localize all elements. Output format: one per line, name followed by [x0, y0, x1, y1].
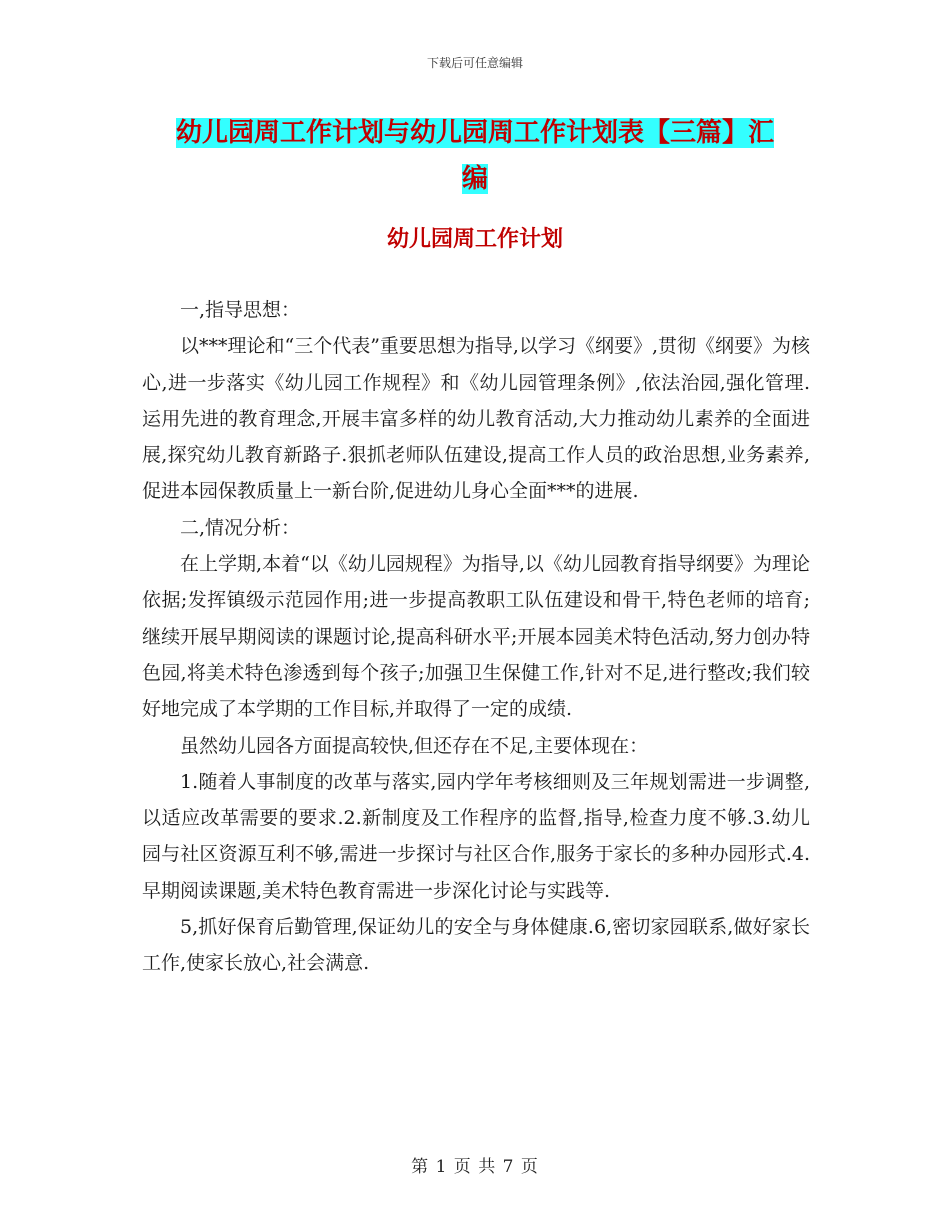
title-line-2: 编 — [461, 164, 488, 194]
title-line-1: 幼儿园周工作计划与幼儿园周工作计划表【三篇】汇 — [175, 118, 774, 148]
paragraph-guiding-text: 以***理论和“三个代表”重要思想为指导,以学习《纲要》,贯彻《纲要》为核心,进一步落实《幼儿园工作规程》和《幼儿园管理条例》,依法治园,强化管理.运用先进的教育理念,开展丰富多样的幼儿教育活动,大力推动幼儿素养的全面进展,探究幼儿教育新路子.狠抓老师队伍建设,提高工作人员的政治思想,业务素养,促进本园保教质量上一新台阶,促进幼儿身心全面***的进展. — [142, 335, 811, 503]
paragraph-analysis-text: 在上学期,本着“以《幼儿园规程》为指导,以《幼儿园教育指导纲要》为理论依据;发挥镇级示范园作用;进一步提高教职工队伍建设和骨干,特色老师的培育;继续开展早期阅读的课题讨论,提高科研水平;开展本园美术特色活动,努力创办特色园,将美术特色渗透到每个孩子;加强卫生保健工作,针对不足,进行整改;我们较好地完成了本学期的工作目标,并取得了一定的成绩. — [142, 553, 810, 721]
header-note: 下载后可任意编辑 — [426, 56, 523, 70]
page-footer: 第 1 页 共 7 页 — [411, 1157, 539, 1177]
paragraph-tasks: 5,抓好保育后勤管理,保证幼儿的安全与身体健康.6,密切家园联系,做好家长工作,使家长放心,社会满意. — [142, 916, 810, 975]
document-title — [140, 110, 810, 202]
paragraph-analysis-heading: 二,情况分析： — [180, 516, 301, 539]
paragraph-shortcomings-list: 1.随着人事制度的改革与落实,园内学年考核细则及三年规划需进一步调整,以适应改革需要的要求.2.新制度及工作程序的监督,指导,检查力度不够.3.幼儿园与社区资源互利不够,需进一步探讨与社区合作,服务于家长的多种办园形式.4.早期阅读课题,美术特色教育需进一步深化讨论与实践等. — [142, 770, 810, 902]
paragraph-guiding-heading: 一,指导思想： — [180, 299, 301, 321]
document-body — [142, 292, 810, 982]
section-title: 幼儿园周工作计划 — [386, 227, 563, 252]
paragraph-shortcomings-intro: 虽然幼儿园各方面提高较快,但还存在不足,主要体现在： — [180, 734, 649, 757]
